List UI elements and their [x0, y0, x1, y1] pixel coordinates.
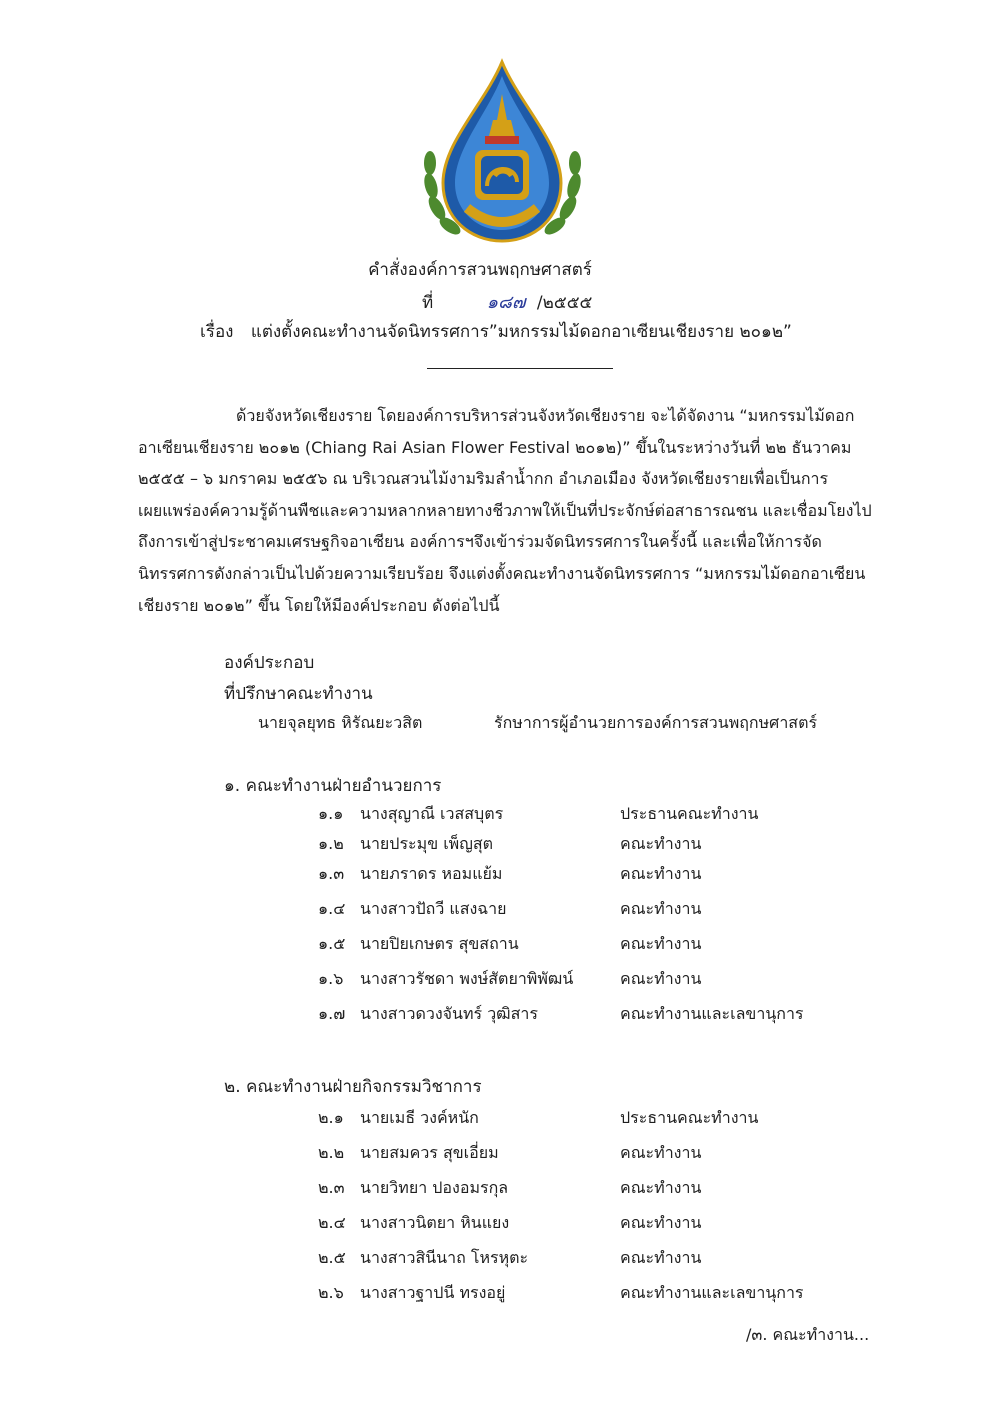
- subject-line: [200, 318, 792, 345]
- member-row: [318, 1106, 759, 1131]
- member-role: คณะทำงานและเลขานุการ: [620, 1283, 804, 1302]
- subject-label: เรื่อง: [200, 322, 234, 342]
- advisor-row: [258, 711, 818, 736]
- group-title-academic: ๒. คณะทำงานฝ่ายกิจกรรมวิชาการ: [224, 1077, 482, 1097]
- member-role: คณะทำงาน: [620, 1248, 702, 1267]
- member-number: ๑.๑: [318, 804, 344, 823]
- member-row: [318, 862, 702, 887]
- advisor-role: รักษาการผู้อำนวยการองค์การสวนพฤกษศาสตร์: [494, 713, 818, 732]
- member-number: ๑.๓: [318, 864, 345, 883]
- member-name: นางสาวดวงจันทร์ วุฒิสาร: [360, 1004, 538, 1023]
- member-role: คณะทำงาน: [620, 1213, 702, 1232]
- member-number: ๑.๔: [318, 899, 346, 918]
- member-number: ๒.๒: [318, 1143, 345, 1162]
- body-line: นิทรรศการดังกล่าวเป็นไปด้วยความเรียบร้อย จึงแต่งตั้งคณะทำงานจัดนิทรรศการ “มหกรรมไม้ดอกอาเซียน: [138, 563, 866, 583]
- header-divider: [427, 368, 613, 369]
- member-number: ๒.๖: [318, 1283, 344, 1302]
- member-role: คณะทำงาน: [620, 1143, 702, 1162]
- body-line: เชียงราย ๒๐๑๒” ขึ้น โดยให้มีองค์ประกอบ ดังต่อไปนี้: [138, 595, 500, 615]
- subject-text: แต่งตั้งคณะทำงานจัดนิทรรศการ”มหกรรมไม้ดอกอาเซียนเชียงราย ๒๐๑๒”: [250, 322, 792, 342]
- member-number: ๒.๕: [318, 1248, 346, 1267]
- member-name: นายปิยเกษตร สุขสถาน: [360, 934, 519, 953]
- body-line: ๒๕๕๕ – ๖ มกราคม ๒๕๕๖ ณ บริเวณสวนไม้งามริมลำน้ำกก อำเภอเมือง จังหวัดเชียงรายเพื่อเป็นการ: [138, 469, 829, 489]
- member-row: [318, 932, 702, 957]
- member-row: [318, 1281, 804, 1306]
- member-row: [318, 802, 759, 827]
- member-name: นายประมุข เพ็ญสุต: [360, 834, 494, 853]
- member-name: นายภราดร หอมแย้ม: [360, 864, 503, 883]
- order-title-text: คำสั่งองค์การสวนพฤกษศาสตร์: [368, 260, 592, 280]
- member-name: นางสาวนิตยา หินแยง: [360, 1213, 510, 1232]
- member-number: ๒.๔: [318, 1213, 346, 1232]
- order-title: [0, 256, 1000, 283]
- advisor-name: นายจุลยุทธ หิรัณยะวสิต: [258, 713, 423, 732]
- member-row: [318, 1176, 702, 1201]
- member-number: ๑.๗: [318, 1004, 346, 1023]
- body-paragraph: [138, 400, 880, 621]
- member-role: คณะทำงาน: [620, 834, 702, 853]
- member-role: คณะทำงาน: [620, 864, 702, 883]
- order-number-handwritten: ๑๘๗: [486, 292, 526, 313]
- member-name: นางสาวรัชดา พงษ์สัตยาพิพัฒน์: [360, 969, 574, 988]
- member-row: [318, 1246, 702, 1271]
- member-role: ประธานคณะทำงาน: [620, 804, 759, 823]
- member-row: [318, 1002, 804, 1027]
- member-number: ๒.๓: [318, 1178, 345, 1197]
- organization-emblem-logo: [415, 58, 590, 248]
- member-name: นางสาวฐาปนี ทรงอยู่: [360, 1283, 506, 1302]
- member-number: ๑.๖: [318, 969, 344, 988]
- member-number: ๒.๑: [318, 1108, 344, 1127]
- order-number: [422, 287, 592, 316]
- member-role: คณะทำงาน: [620, 969, 702, 988]
- body-line: ด้วยจังหวัดเชียงราย โดยองค์การบริหารส่วนจังหวัดเชียงราย จะได้จัดงาน “มหกรรมไม้ดอก: [236, 406, 855, 425]
- member-row: [318, 967, 702, 992]
- order-number-year: /๒๕๕๕: [536, 293, 593, 313]
- member-role: คณะทำงาน: [620, 1178, 702, 1197]
- order-number-label: ที่: [422, 293, 434, 313]
- member-number: ๑.๒: [318, 834, 344, 853]
- member-role: คณะทำงานและเลขานุการ: [620, 1004, 804, 1023]
- member-row: [318, 832, 702, 857]
- member-row: [318, 1211, 702, 1236]
- member-row: [318, 1141, 702, 1166]
- group-title-administration: ๑. คณะทำงานฝ่ายอำนวยการ: [224, 776, 442, 796]
- advisor-title: ที่ปรึกษาคณะทำงาน: [224, 684, 373, 704]
- composition-title: องค์ประกอบ: [224, 653, 315, 673]
- member-name: นายวิทยา ปองอมรกุล: [360, 1178, 509, 1197]
- member-role: ประธานคณะทำงาน: [620, 1108, 759, 1127]
- body-line: ถึงการเข้าสู่ประชาคมเศรษฐกิจอาเซียน องค์การฯจึงเข้าร่วมจัดนิทรรศการในครั้งนี้ และเพื่อให้การจัด: [138, 532, 822, 552]
- member-name: นางสาวสินีนาถ โหรหุตะ: [360, 1248, 529, 1267]
- body-line: เผยแพร่องค์ความรู้ด้านพืชและความหลากหลายทางชีวภาพให้เป็นที่ประจักษ์ต่อสาธารณชน และเชื่อมโยงไป: [138, 500, 872, 520]
- body-line: อาเซียนเชียงราย ๒๐๑๒ (Chiang Rai Asian Flower Festival ๒๐๑๒)” ขึ้นในระหว่างวันที่ ๒๒ ธันวาคม: [138, 437, 852, 457]
- member-role: คณะทำงาน: [620, 934, 702, 953]
- member-name: นางสาวปัถวี แสงฉาย: [360, 899, 507, 918]
- member-row: [318, 897, 702, 922]
- member-number: ๑.๕: [318, 934, 346, 953]
- member-name: นายสมควร สุขเอี่ยม: [360, 1143, 499, 1162]
- member-role: คณะทำงาน: [620, 899, 702, 918]
- member-name: นางสุญาณี เวสสบุตร: [360, 804, 504, 823]
- member-name: นายเมธี วงค์หนัก: [360, 1108, 479, 1127]
- continued-next-page: /๓. คณะทำงาน...: [746, 1325, 870, 1344]
